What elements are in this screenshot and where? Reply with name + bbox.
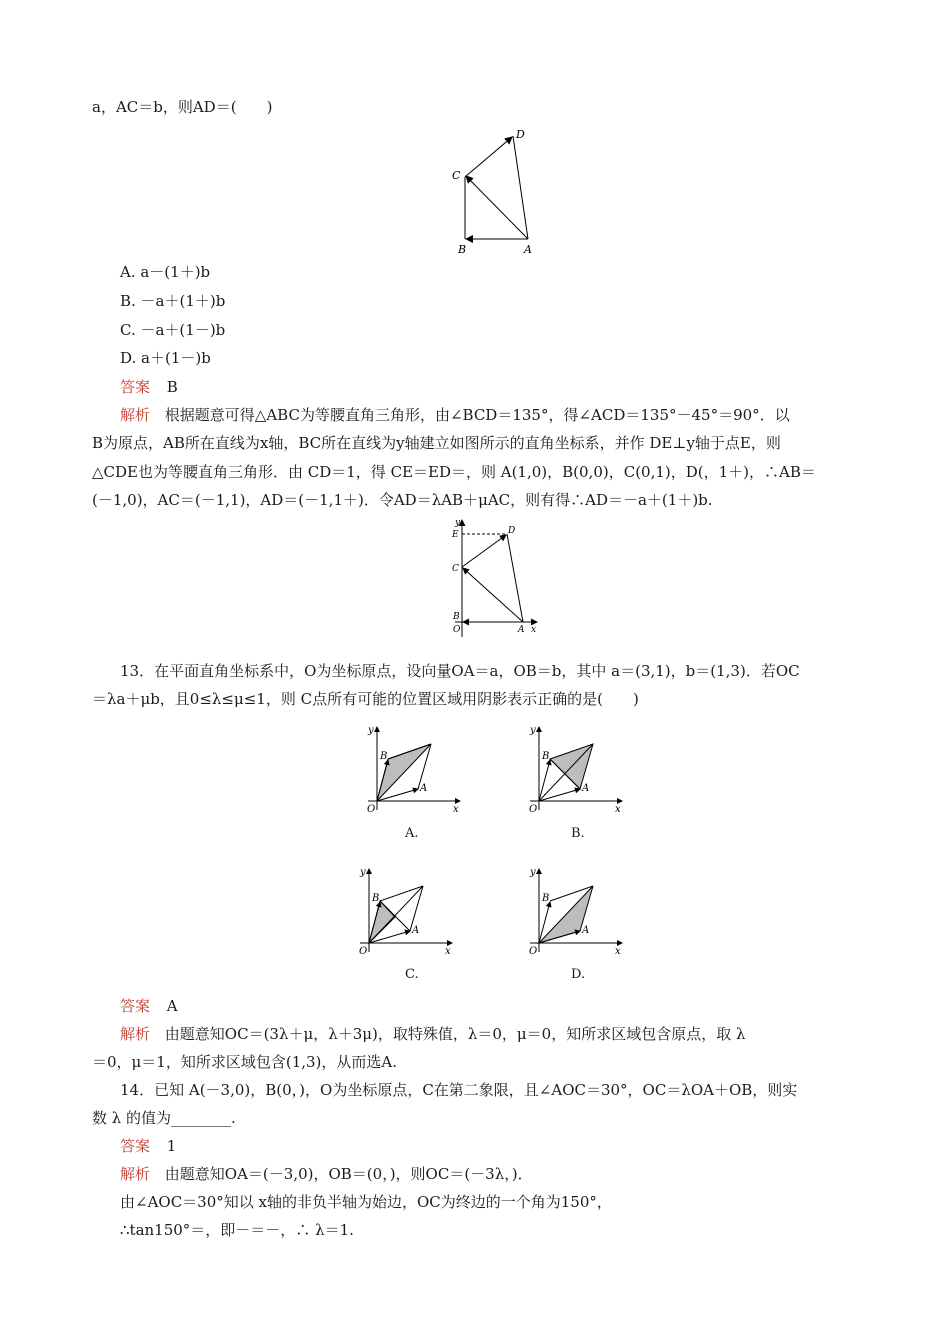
answer-value: B <box>166 378 178 396</box>
label-o: O <box>529 804 538 814</box>
label-x: x <box>615 946 621 956</box>
q14-stem-line-1: 14．已知 A(－3,0)，B(0，)，O为坐标原点，C在第二象限，且∠AOC＝30°，OC＝λOA＋OB，则实 <box>120 1081 798 1099</box>
q12-analysis-figure <box>445 515 550 640</box>
analysis-label: 解析 <box>120 1165 151 1183</box>
q12-analysis-line-1: 解析 根据题意可得△ABC为等腰直角三角形，由∠BCD＝135°，得∠ACD＝135°－45°＝90°．以 <box>120 406 790 424</box>
label-d: D <box>508 526 516 536</box>
label-o: O <box>453 625 461 635</box>
q12-answer <box>120 377 178 397</box>
q13-caption-c: C. <box>405 967 419 982</box>
q12-figure <box>440 125 550 260</box>
q13-caption-b: B. <box>571 826 585 841</box>
q13-stem-line-1: 13．在平面直角坐标系中，O为坐标原点，设向量OA＝a，OB＝b，其中 a＝(3,1)，b＝(1,3)．若OC <box>120 662 800 680</box>
q12-option-c: C. －a＋(1－)b <box>120 321 226 339</box>
label-b: B <box>458 243 467 256</box>
q13-option-a-figure <box>360 722 470 814</box>
q13-answer <box>120 996 178 1016</box>
analysis-label: 解析 <box>120 406 151 424</box>
label-x: x <box>445 946 451 956</box>
q13-option-d-figure <box>522 864 632 956</box>
answer-label: 答案 <box>120 1137 151 1155</box>
answer-value: A <box>166 997 178 1015</box>
segment-ad <box>513 136 528 239</box>
q12-option-d: D. a＋(1－)b <box>120 349 211 367</box>
q13-option-c-figure <box>352 864 462 956</box>
q12-option-a: A. a－(1＋)b <box>120 263 211 281</box>
label-a: A <box>412 925 420 936</box>
label-o: O <box>367 804 376 814</box>
q13-analysis-line-2: ＝0，μ＝1，知所求区域包含(1,3)，从而选A. <box>92 1053 397 1071</box>
label-o: O <box>529 946 538 956</box>
q13-caption-a: A. <box>405 826 419 841</box>
q14-analysis-line-1: 解析 由题意知OA＝(－3,0)，OB＝(0，)，则OC＝(－3λ，)． <box>120 1165 533 1183</box>
label-y: y <box>360 867 366 878</box>
q12-option-b: B. －a＋(1＋)b <box>120 292 226 310</box>
label-b: B <box>542 751 550 762</box>
vector-cd <box>462 535 506 567</box>
q13-caption-d: D. <box>571 967 586 982</box>
label-o: O <box>359 946 368 956</box>
label-d: D <box>516 128 525 141</box>
segment-ad <box>507 534 523 622</box>
label-x: x <box>453 804 459 814</box>
q12-analysis-line-2: B为原点，AB所在直线为x轴，BC所在直线为y轴建立如图所示的直角坐标系，并作 DE⊥y轴于点E，则 <box>92 434 781 452</box>
q12-analysis-line-4: (－1,0)，AC＝(－1,1)，AD＝(－1,1＋)．令AD＝λAB＋μAC，则有得∴AD＝－a＋(1＋)b. <box>92 491 713 509</box>
label-y: y <box>455 518 461 528</box>
q12-stem-tail: a，AC＝b，则AD＝( ) <box>92 98 273 116</box>
label-e: E <box>452 530 459 540</box>
answer-label: 答案 <box>120 997 151 1015</box>
label-a: A <box>420 783 428 794</box>
label-y: y <box>530 867 536 878</box>
q14-answer <box>120 1136 176 1156</box>
q13-stem-line-2: ＝λa＋μb，且0≤λ≤μ≤1，则 C点所有可能的位置区域用阴影表示正确的是( ) <box>92 690 639 708</box>
label-b: B <box>380 751 388 762</box>
q14-analysis-line-3: ∴tan150°＝，即－＝－，∴ λ＝1. <box>120 1221 354 1239</box>
q14-analysis-line-2: 由∠AOC＝30°知以 x轴的非负半轴为始边，OC为终边的一个角为150°， <box>120 1193 612 1211</box>
label-x: x <box>531 625 537 635</box>
label-x: x <box>615 804 621 814</box>
label-b: B <box>542 893 550 904</box>
analysis-label: 解析 <box>120 1025 151 1043</box>
q13-analysis-line-1: 解析 由题意知OC＝(3λ＋μ，λ＋3μ)，取特殊值，λ＝0，μ＝0，知所求区域包含原点，取 λ <box>120 1025 746 1043</box>
vector-ac <box>466 176 528 239</box>
vector-cd <box>465 137 512 177</box>
label-a: A <box>518 625 525 635</box>
q12-analysis-line-3: △CDE也为等腰直角三角形．由 CD＝1，得 CE＝ED＝，则 A(1,0)，B(0,0)，C(0,1)，D(，1＋)，∴AB＝ <box>92 463 816 481</box>
label-b: B <box>372 893 380 904</box>
q14-stem-line-2: 数 λ 的值为________. <box>92 1109 236 1127</box>
label-y: y <box>368 725 374 736</box>
answer-label: 答案 <box>120 378 151 396</box>
label-y: y <box>530 725 536 736</box>
label-c: C <box>452 564 459 574</box>
label-b: B <box>453 612 460 622</box>
vector-ac <box>463 568 523 622</box>
label-a: A <box>582 925 590 936</box>
label-a: A <box>582 783 590 794</box>
label-a: A <box>524 243 532 256</box>
label-c: C <box>452 169 461 182</box>
q13-option-b-figure <box>522 722 632 814</box>
answer-value: 1 <box>166 1137 177 1155</box>
